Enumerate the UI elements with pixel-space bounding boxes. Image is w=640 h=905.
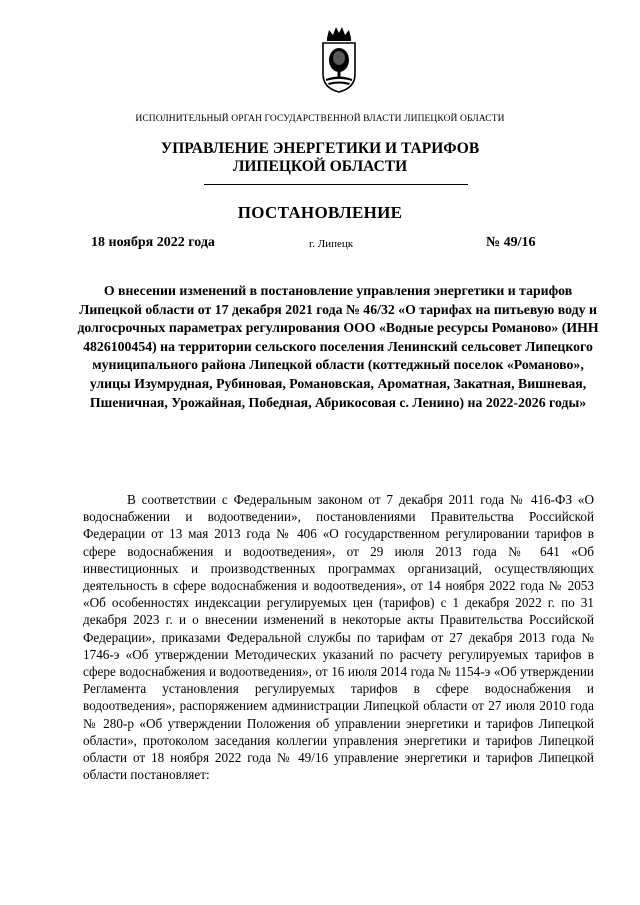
document-number: № 49/16 <box>486 235 536 250</box>
document-subject: О внесении изменений в постановление управления энергетики и тарифов Липецкой области от 17 декабря 2021 года № 46/32 «О тарифах на питьевую воду и долгосрочных параметрах регулирования ООО «Водные ресурсы Романово» (ИНН 4826100454) на территории сельского поселения Ленинский сельсовет Липецкого муниципального района Липецкой области (коттеджный поселок «Романово», улицы Изумрудная, Рубиновая, Романовская, Ароматная, Закатная, Вишневая, Пшеничная, Урожайная, Победная, Абрикосовая с. Ленино) на 2022-2026 годы» <box>77 283 599 410</box>
document-body-paragraph: В соответствии с Федеральным законом от 7 декабря 2011 года № 416-ФЗ «О водоснабжении и водоотведении», постановлениями Правительства Российской Федерации от 13 мая 2013 года № 406 «О государственном регулировании тарифов в сфере водоснабжения и водоотведения», от 29 июля 2013 года № 641 «Об инвестиционных и производственных программах организаций, осуществляющих деятельность в сфере водоснабжения и водоотведения», от 14 ноября 2022 года № 2053 «Об особенностях индексации регулируемых цен (тарифов) с 1 декабря 2022 г. по 31 декабря 2023 г. и о внесении изменений в некоторые акты Правительства Российской Федерации», приказами Федеральной службы по тарифам от 27 декабря 2013 года № 1746-э «Об утверждении Методических указаний по расчету регулируемых тарифов в сфере водоснабжения и водоотведения», от 16 июля 2014 года № 1154-э «Об утверждении Регламента установления регулируемых тарифов в сфере водоснабжения и водоотведения», распоряжением администрации Липецкой области от 27 июля 2010 года № 280-р «Об утверждении Положения об управлении энергетики и тарифов Липецкой области», протоколом заседания коллегии управления энергетики и тарифов Липецкой области от 18 ноября 2022 года № 49/16 управление энергетики и тарифов Липецкой области постановляет: <box>83 492 594 783</box>
issuer-line: ИСПОЛНИТЕЛЬНЫЙ ОРГАН ГОСУДАРСТВЕННОЙ ВЛАСТИ ЛИПЕЦКОЙ ОБЛАСТИ <box>135 114 505 124</box>
document-type: ПОСТАНОВЛЕНИЕ <box>237 203 403 222</box>
organization-name-line1: УПРАВЛЕНИЕ ЭНЕРГЕТИКИ И ТАРИФОВ <box>160 140 480 157</box>
organization-name <box>0 140 640 176</box>
lipetsk-coat-of-arms-icon <box>317 24 361 94</box>
document-date: 18 ноября 2022 года <box>91 235 215 250</box>
header-divider <box>204 184 468 185</box>
organization-name-line2: ЛИПЕЦКОЙ ОБЛАСТИ <box>232 158 408 175</box>
document-city: г. Липецк <box>309 238 354 250</box>
